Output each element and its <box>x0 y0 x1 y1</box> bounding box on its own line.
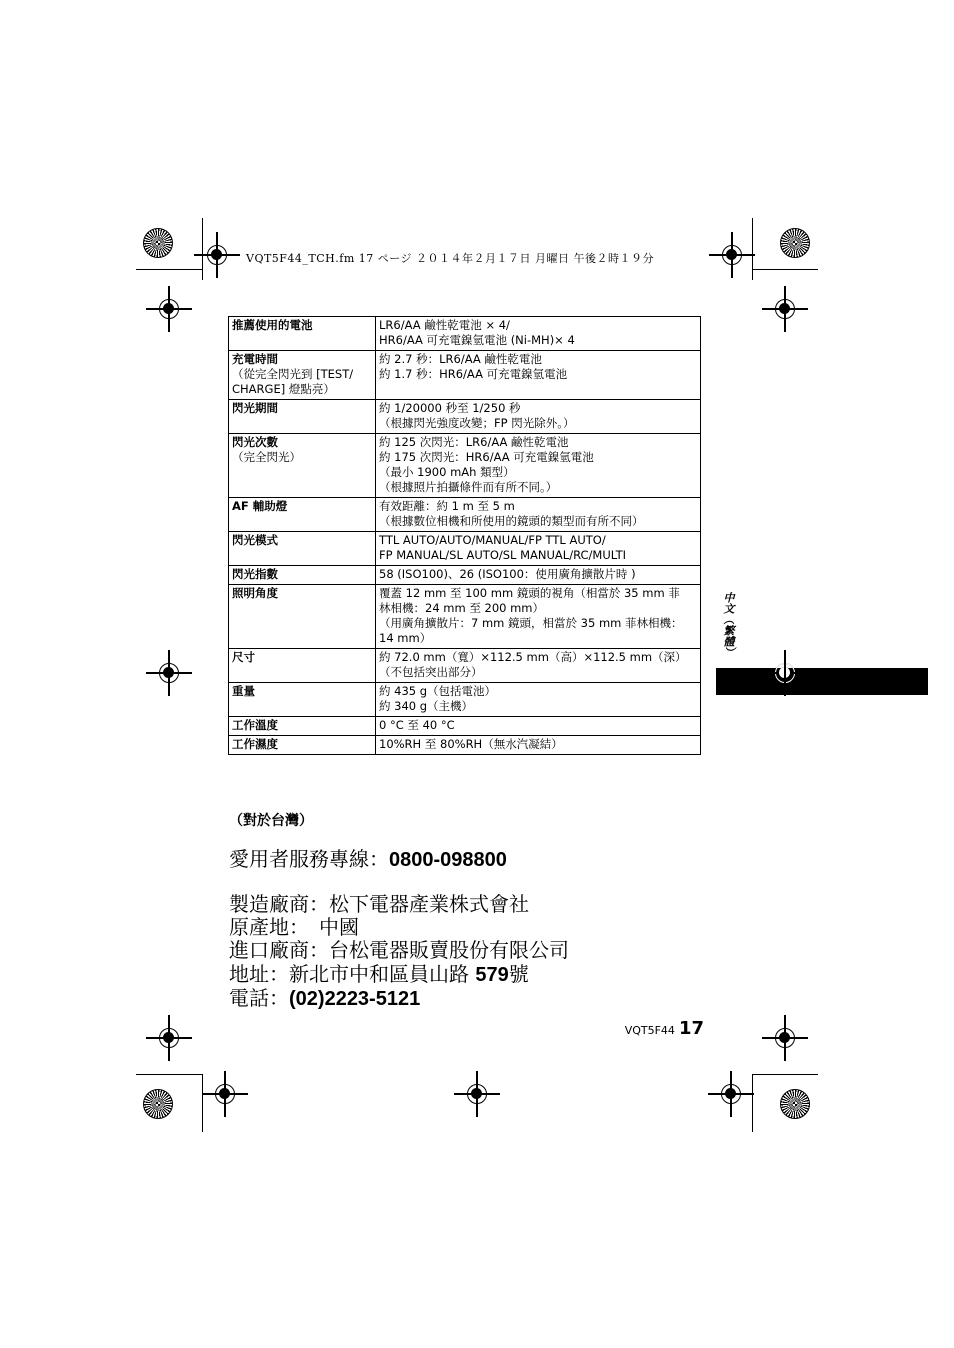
crosshair-icon <box>159 299 179 319</box>
spec-label-cell <box>229 683 376 717</box>
spec-value-cell <box>376 717 701 736</box>
language-side-tab <box>716 668 928 695</box>
spec-label-cell <box>229 532 376 566</box>
spec-label-cell <box>229 400 376 434</box>
origin-line: 原產地： 中國 <box>229 915 359 939</box>
spec-value-cell <box>376 498 701 532</box>
spec-value: TTL AUTO/AUTO/MANUAL/FP TTL AUTO/ <box>379 533 606 547</box>
crosshair-icon <box>775 663 795 683</box>
address-number: 579 <box>475 964 509 986</box>
language-side-label: 中文（繁體） <box>722 592 735 658</box>
page-footer <box>625 1018 704 1039</box>
spec-label: 工作溫度 <box>232 718 278 732</box>
spec-value-cell <box>376 649 701 683</box>
spec-label-cell <box>229 498 376 532</box>
spec-value-cell <box>376 317 701 351</box>
document-code: VQT5F44 <box>624 1024 675 1037</box>
spec-value-cell <box>376 351 701 400</box>
spec-label-cell <box>229 317 376 351</box>
spec-value: 0 °C 至 40 °C <box>379 718 455 732</box>
crosshair-icon <box>159 1028 179 1048</box>
spec-label-cell <box>229 351 376 400</box>
spec-label-cell <box>229 434 376 498</box>
crosshair-icon <box>775 1028 795 1048</box>
spec-value: 約 340 g（主機） <box>379 699 474 713</box>
print-header: VQT5F44_TCH.fm 17 ページ ２０１４年２月１７日 月曜日 午後２時１９分 <box>246 252 655 265</box>
spec-row <box>229 736 701 755</box>
spec-row <box>229 585 701 649</box>
spec-row <box>229 566 701 585</box>
spec-label-cell <box>229 585 376 649</box>
crosshair-icon <box>159 663 179 683</box>
hotline-line <box>229 843 507 872</box>
spec-table-body <box>229 317 701 755</box>
importer-line: 進口廠商：台松電器販賣股份有限公司 <box>229 938 569 962</box>
crop-line <box>752 1074 818 1075</box>
spec-label: 推薦使用的電池 <box>232 318 313 332</box>
spec-label: 充電時間 <box>232 352 278 366</box>
maker-line: 製造廠商：松下電器產業株式會社 <box>229 892 529 916</box>
spec-value: （不包括突出部分） <box>379 665 483 679</box>
crosshair-icon <box>722 245 742 265</box>
crosshair-icon <box>467 1084 487 1104</box>
spec-label: 照明角度 <box>232 586 278 600</box>
spec-value: 約 435 g（包括電池） <box>379 684 497 698</box>
spec-row <box>229 351 701 400</box>
registration-star-icon <box>143 1089 173 1119</box>
spec-label: 閃光次數 <box>232 435 278 449</box>
spec-row <box>229 400 701 434</box>
spec-value: 約 1/20000 秒至 1/250 秒 <box>379 401 521 415</box>
spec-value: 約 1.7 秒：HR6/AA 可充電鎳氫電池 <box>379 367 568 381</box>
spec-value: （根據閃光強度改變；FP 閃光除外。） <box>379 416 575 430</box>
spec-label: 工作濕度 <box>232 737 278 751</box>
phone-line <box>229 982 420 1011</box>
spec-value-cell <box>376 434 701 498</box>
spec-value-cell <box>376 566 701 585</box>
crosshair-icon <box>215 1084 235 1104</box>
spec-value: HR6/AA 可充電鎳氫電池 (Ni-MH)× 4 <box>379 333 575 347</box>
spec-value: 10%RH 至 80%RH（無水汽凝結） <box>379 737 563 751</box>
spec-value: 14 mm） <box>379 631 432 645</box>
page-number: 17 <box>678 1018 704 1039</box>
crop-line <box>752 218 753 280</box>
spec-value: 約 72.0 mm（寬）×112.5 mm（高）×112.5 mm（深） <box>379 650 687 664</box>
spec-label: AF 輔助燈 <box>232 499 288 513</box>
spec-row <box>229 717 701 736</box>
crop-line <box>202 218 203 280</box>
spec-value: LR6/AA 鹼性乾電池 × 4/ <box>379 318 510 332</box>
spec-value: 約 175 次閃光：HR6/AA 可充電鎳氫電池 <box>379 450 594 464</box>
address-suffix: 號 <box>508 962 529 986</box>
spec-label-note: CHARGE] 燈點亮） <box>232 382 335 396</box>
spec-label: 閃光指數 <box>232 567 278 581</box>
spec-value-cell <box>376 585 701 649</box>
spec-label-note: （從完全閃光到 [TEST/ <box>232 367 354 381</box>
address-label: 地址：新北市中和區員山路 <box>229 962 476 986</box>
spec-label: 閃光模式 <box>232 533 278 547</box>
registration-star-icon <box>780 1089 810 1119</box>
spec-value: （根據數位相機和所使用的鏡頭的類型而有所不同） <box>379 514 644 528</box>
registration-star-icon <box>143 228 173 258</box>
spec-row <box>229 649 701 683</box>
spec-label: 閃光期間 <box>232 401 278 415</box>
crop-line <box>136 1074 202 1075</box>
crop-line <box>752 1074 753 1132</box>
spec-value: FP MANUAL/SL AUTO/SL MANUAL/RC/MULTI <box>379 548 626 562</box>
spec-label-note: （完全閃光） <box>232 450 301 464</box>
spec-value-cell <box>376 683 701 717</box>
spec-row <box>229 498 701 532</box>
spec-value: 覆蓋 12 mm 至 100 mm 鏡頭的視角（相當於 35 mm 菲 <box>379 586 680 600</box>
spec-row <box>229 317 701 351</box>
spec-value-cell <box>376 400 701 434</box>
spec-value: 有效距離：約 1 m 至 5 m <box>379 499 515 513</box>
spec-row <box>229 683 701 717</box>
crop-line <box>202 1074 203 1132</box>
spec-value: （最小 1900 mAh 類型） <box>379 465 515 479</box>
spec-label: 重量 <box>232 684 255 698</box>
spec-value: 約 125 次閃光：LR6/AA 鹼性乾電池 <box>379 435 569 449</box>
spec-row <box>229 532 701 566</box>
spec-label: 尺寸 <box>232 650 255 664</box>
spec-value-cell <box>376 736 701 755</box>
crop-line <box>136 269 202 270</box>
phone-label: 電話： <box>229 986 289 1010</box>
spec-label-cell <box>229 717 376 736</box>
spec-label-cell <box>229 649 376 683</box>
registration-star-icon <box>780 228 810 258</box>
spec-label-cell <box>229 566 376 585</box>
crop-line <box>752 269 818 270</box>
spec-value-cell <box>376 532 701 566</box>
taiwan-note: （對於台灣） <box>229 813 313 829</box>
crosshair-icon <box>775 299 795 319</box>
spec-value: 58 (ISO100)、26 (ISO100：使用廣角擴散片時 ) <box>379 567 636 581</box>
spec-value: 約 2.7 秒：LR6/AA 鹼性乾電池 <box>379 352 542 366</box>
spec-row <box>229 434 701 498</box>
phone-number: (02)2223-5121 <box>289 988 421 1010</box>
spec-table <box>228 316 701 755</box>
spec-value: 林相機：24 mm 至 200 mm） <box>379 601 545 615</box>
crosshair-icon <box>721 1084 741 1104</box>
spec-value: （用廣角擴散片：7 mm 鏡頭，相當於 35 mm 菲林相機： <box>379 616 683 630</box>
spec-value: （根據照片拍攝條件而有所不同。） <box>379 480 558 494</box>
crosshair-icon <box>207 245 227 265</box>
hotline-number: 0800-098800 <box>389 849 507 871</box>
hotline-label: 愛用者服務專線： <box>229 847 389 871</box>
spec-label-cell <box>229 736 376 755</box>
